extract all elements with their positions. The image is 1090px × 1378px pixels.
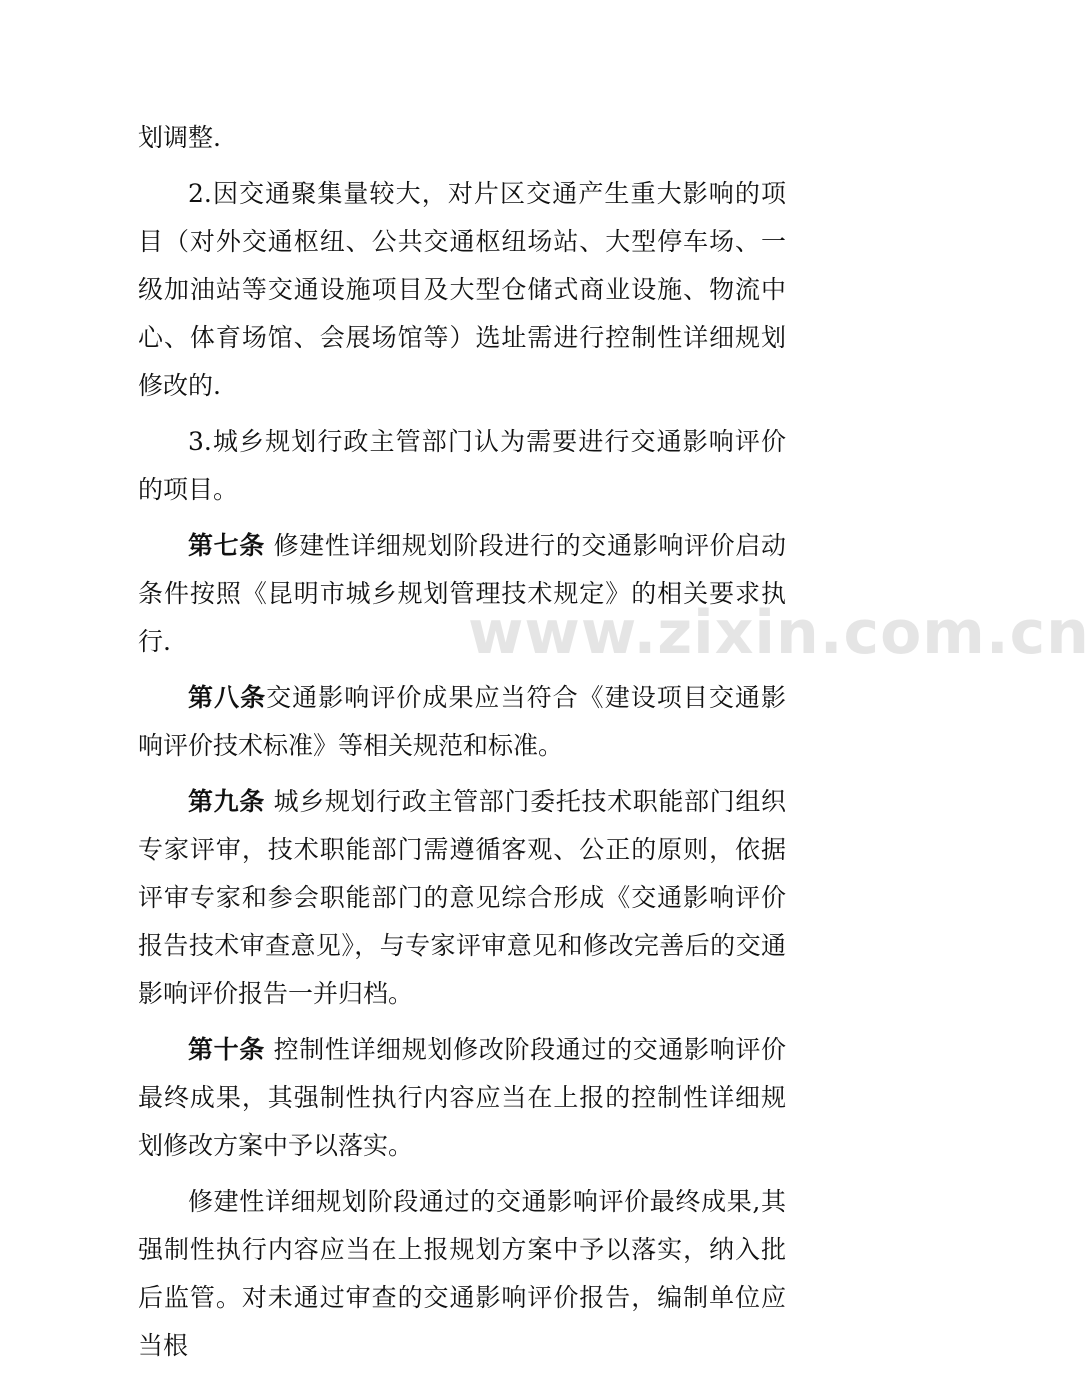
paragraph-text: 2.因交通聚集量较大，对片区交通产生重大影响的项目（对外交通枢纽、公共交通枢纽场站、大型停车场、一级加油站等交通设施项目及大型仓储式商业设施、物流中心、体育场馆、会展场馆等）选址需进行控制性详细规划修改的.: [138, 179, 786, 400]
paragraph-text: 3.城乡规划行政主管部门认为需要进行交通影响评价的项目。: [138, 427, 786, 504]
paragraph-text: 控制性详细规划修改阶段通过的交通影响评价最终成果，其强制性执行内容应当在上报的控制性详细规划修改方案中予以落实。: [138, 1035, 786, 1160]
watermark: www.zixin.com.cn: [468, 598, 1090, 668]
article-label: 第九条: [188, 787, 265, 816]
paragraph-item-2: [138, 170, 786, 410]
article-label: 第七条: [188, 531, 265, 560]
document-body: [138, 114, 786, 1378]
article-10: [138, 1026, 786, 1170]
paragraph-text: 城乡规划行政主管部门委托技术职能部门组织专家评审，技术职能部门需遵循客观、公正的原则，依据评审专家和参会职能部门的意见综合形成《交通影响评价报告技术审查意见》，与专家评审意见和修改完善后的交通影响评价报告一并归档。: [138, 787, 786, 1008]
article-9: [138, 778, 786, 1018]
paragraph-text: 修建性详细规划阶段进行的交通影响评价启动条件按照《昆明市城乡规划管理技术规定》的相关要求执行.: [138, 531, 786, 656]
paragraph-text: 划调整.: [138, 123, 221, 152]
paragraph-text: 修建性详细规划阶段通过的交通影响评价最终成果,其强制性执行内容应当在上报规划方案中予以落实，纳入批后监管。对未通过审查的交通影响评价报告，编制单位应当根: [138, 1187, 786, 1360]
article-7: [138, 522, 786, 666]
paragraph-continuation: [138, 114, 786, 162]
article-label: 第十条: [188, 1035, 265, 1064]
article-8: [138, 674, 786, 770]
article-label: 第八条: [188, 683, 267, 712]
paragraph-final: [138, 1178, 786, 1370]
paragraph-text: 交通影响评价成果应当符合《建设项目交通影响评价技术标准》等相关规范和标准。: [138, 683, 786, 760]
paragraph-item-3: [138, 418, 786, 514]
